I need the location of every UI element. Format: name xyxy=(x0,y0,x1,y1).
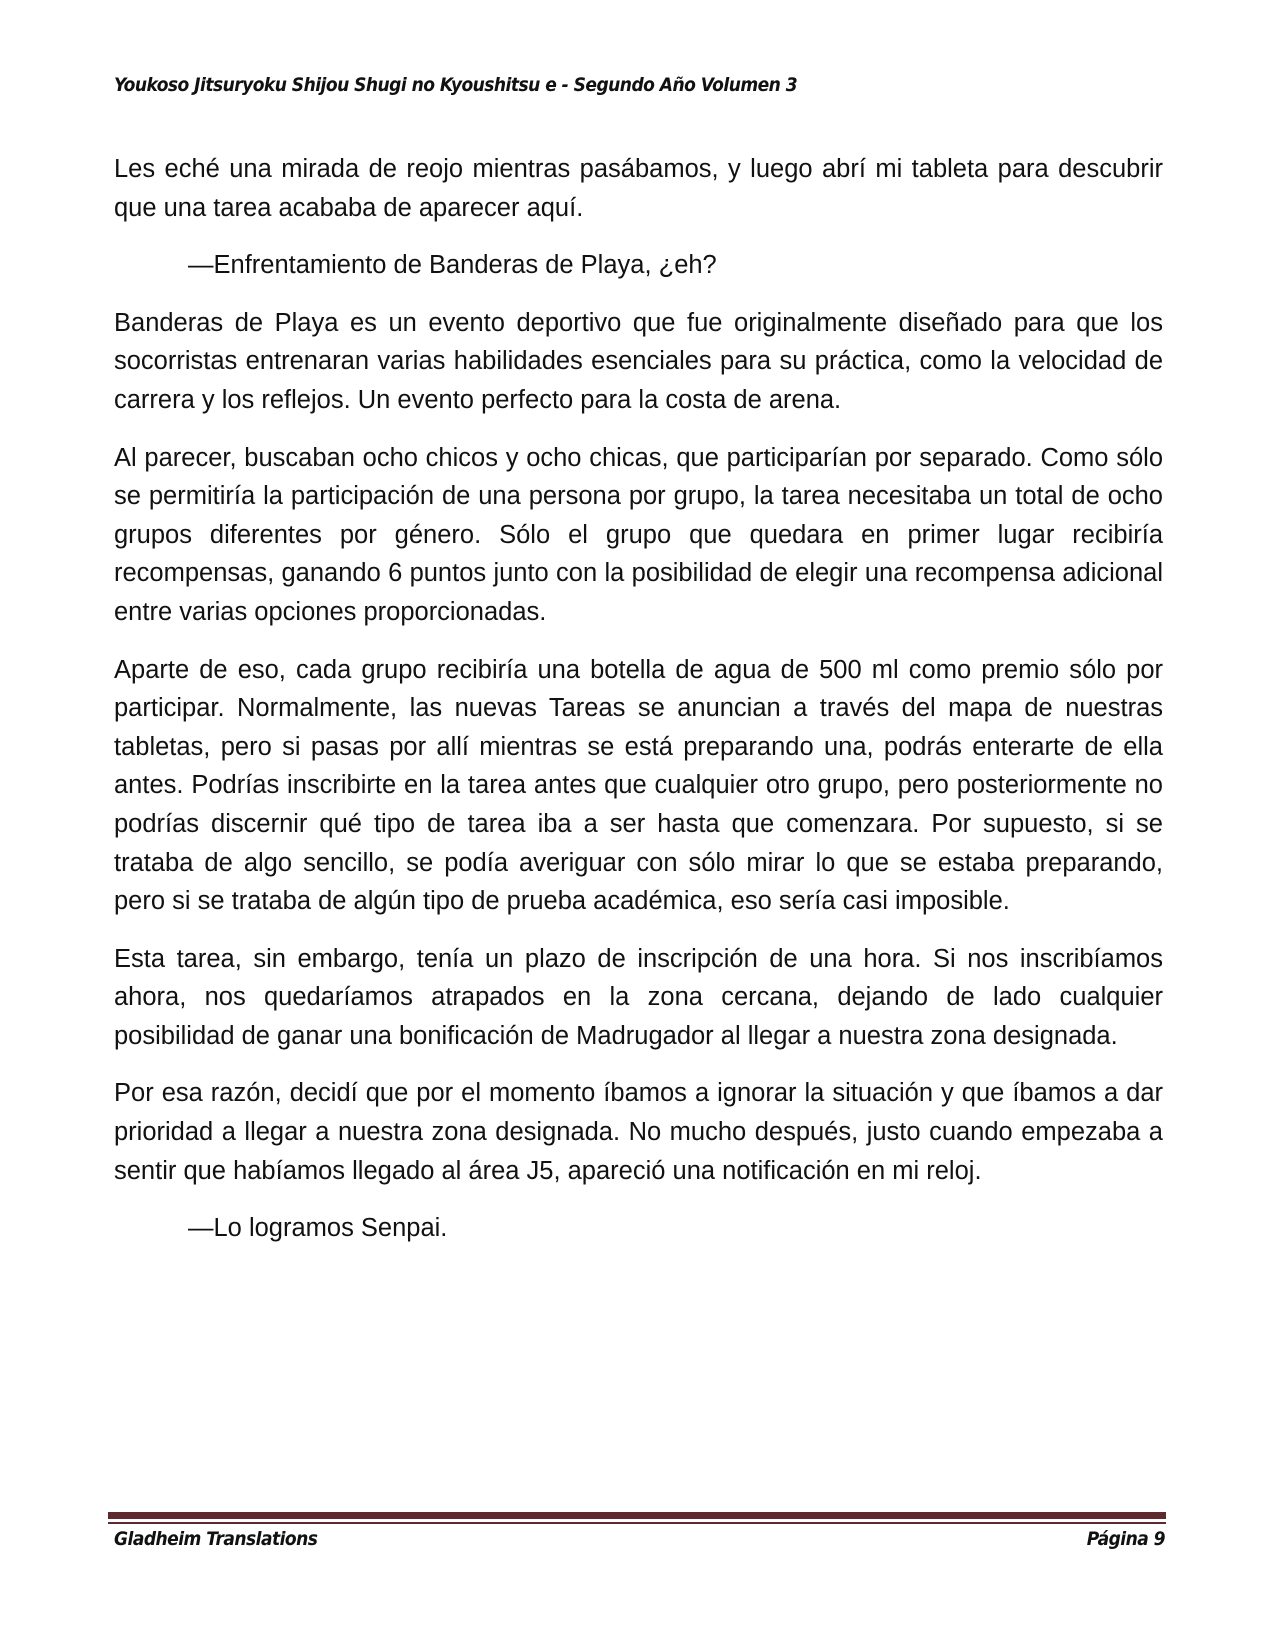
dialogue-line: —Lo logramos Senpai. xyxy=(188,1214,448,1243)
dialogue-line: —Enfrentamiento de Banderas de Playa, ¿eh? xyxy=(188,251,717,280)
running-header: Youkoso Jitsuryoku Shijou Shugi no Kyoushitsu e - Segundo Año Volumen 3 xyxy=(114,74,798,96)
paragraph: Les eché una mirada de reojo mientras pasábamos, y luego abrí mi tableta para descubrir que una tarea acababa de aparecer aquí. xyxy=(114,155,1163,222)
footer-translator: Gladheim Translations xyxy=(114,1528,318,1550)
paragraph: Banderas de Playa es un evento deportivo que fue originalmente diseñado para que los socorristas entrenaran varias habilidades esenciales para su práctica, como la velocidad de carrera y los reflejos. Un evento perfecto para la costa de arena. xyxy=(114,308,1163,414)
paragraph: Esta tarea, sin embargo, tenía un plazo de inscripción de una hora. Si nos inscribíamos ahora, nos quedaríamos atrapados en la zona cercana, dejando de lado cualquier posibilidad de ganar una bonificación de Madrugador al llegar a nuestra zona designada. xyxy=(114,944,1163,1050)
paragraph: Aparte de eso, cada grupo recibiría una botella de agua de 500 ml como premio sólo por participar. Normalmente, las nuevas Tareas se anuncian a través del mapa de nuestras tabletas, pero si pasas por allí mientras se está preparando una, podrás enterarte de ella antes. Podrías inscribirte en la tarea antes que cualquier otro grupo, pero posteriormente no podrías discernir qué tipo de tarea iba a ser hasta que comenzara. Por supuesto, si se trataba de algo sencillo, se podía averiguar con sólo mirar lo que se estaba preparando, pero si se trataba de algún tipo de prueba académica, eso sería casi imposible. xyxy=(114,655,1163,916)
footer-rule-thick xyxy=(108,1512,1166,1519)
footer-rule-thin xyxy=(108,1522,1166,1524)
paragraph: Por esa razón, decidí que por el momento íbamos a ignorar la situación y que íbamos a dar prioridad a llegar a nuestra zona designada. No mucho después, justo cuando empezaba a sentir que habíamos llegado al área J5, apareció una notificación en mi reloj. xyxy=(114,1079,1163,1185)
page-body xyxy=(114,150,1163,1267)
footer-page-number: Página 9 xyxy=(1086,1528,1165,1550)
paragraph: Al parecer, buscaban ocho chicos y ocho chicas, que participarían por separado. Como sólo se permitiría la participación de una persona por grupo, la tarea necesitaba un total de ocho grupos diferentes por género. Sólo el grupo que quedara en primer lugar recibiría recompensas, ganando 6 puntos junto con la posibilidad de elegir una recompensa adicional entre varias opciones proporcionadas. xyxy=(114,443,1163,626)
